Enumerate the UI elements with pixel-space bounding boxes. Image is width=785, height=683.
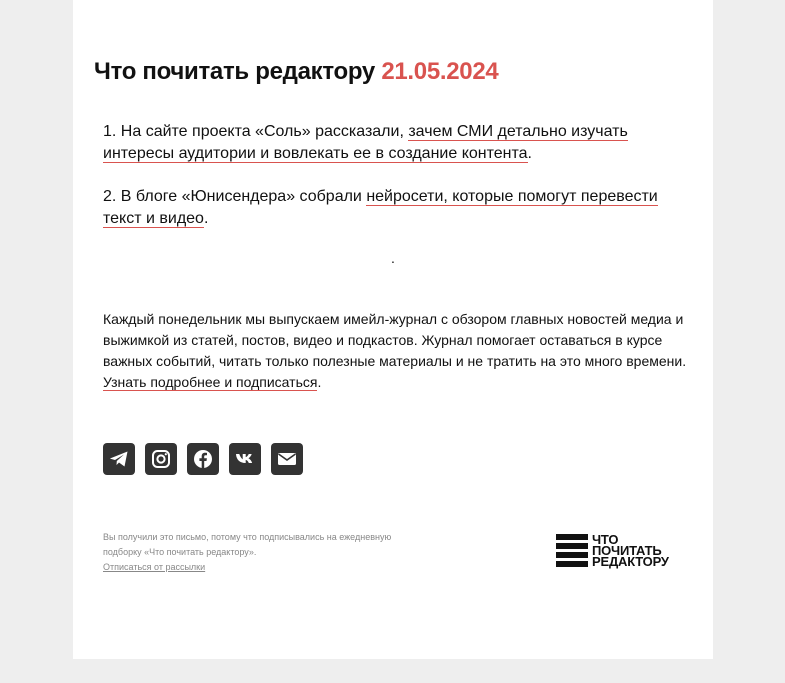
- about-end: .: [317, 374, 322, 390]
- title-date: 21.05.2024: [381, 58, 499, 85]
- item-text: На сайте проекта «Соль» рассказали,: [120, 123, 409, 140]
- logo-text: [592, 534, 669, 567]
- logo-line: ЧТО: [592, 532, 619, 547]
- item-number: 2.: [103, 188, 117, 205]
- logo-line: ПОЧИТАТЬ: [592, 543, 662, 558]
- notice-text: Вы получили это письмо, потому что подписывались на ежедневную подборку «Что почитать редактору».: [103, 532, 392, 557]
- logo: [556, 534, 669, 567]
- social-links: [103, 443, 303, 475]
- email-card: [73, 0, 713, 659]
- subscribe-link[interactable]: Узнать подробнее и подписаться: [103, 374, 318, 390]
- footer-notice: [103, 530, 393, 575]
- unsubscribe-link[interactable]: Отписаться от рассылки: [103, 562, 206, 572]
- about-text: [103, 309, 688, 393]
- item-end: .: [203, 210, 209, 227]
- logo-stripes-icon: [556, 534, 588, 567]
- list-item: [103, 121, 663, 165]
- item-number: 1.: [103, 123, 117, 140]
- item-link[interactable]: нейросети, которые помогут перевести текст и видео: [103, 188, 658, 227]
- about-body: Каждый понедельник мы выпускаем имейл-журнал с обзором главных новостей медиа и выжимкой из статей, постов, видео и подкастов. Журнал помогает оставаться в курсе важных событий, читать только полезные материалы и не тратить на это много времени.: [103, 311, 687, 369]
- title-text: Что почитать редактору: [94, 58, 375, 85]
- separator: .: [391, 250, 395, 266]
- list-item: [103, 186, 663, 230]
- telegram-icon[interactable]: [103, 443, 135, 475]
- vk-icon[interactable]: [229, 443, 261, 475]
- item-end: .: [527, 145, 532, 162]
- item-text: В блоге «Юнисендера» собрали: [120, 188, 367, 205]
- facebook-icon[interactable]: [187, 443, 219, 475]
- logo-line: РЕДАКТОРУ: [592, 554, 669, 569]
- email-icon[interactable]: [271, 443, 303, 475]
- item-link[interactable]: зачем СМИ детально изучать интересы аудитории и вовлекать ее в создание контента: [103, 123, 628, 162]
- instagram-icon[interactable]: [145, 443, 177, 475]
- page-title: [94, 58, 498, 86]
